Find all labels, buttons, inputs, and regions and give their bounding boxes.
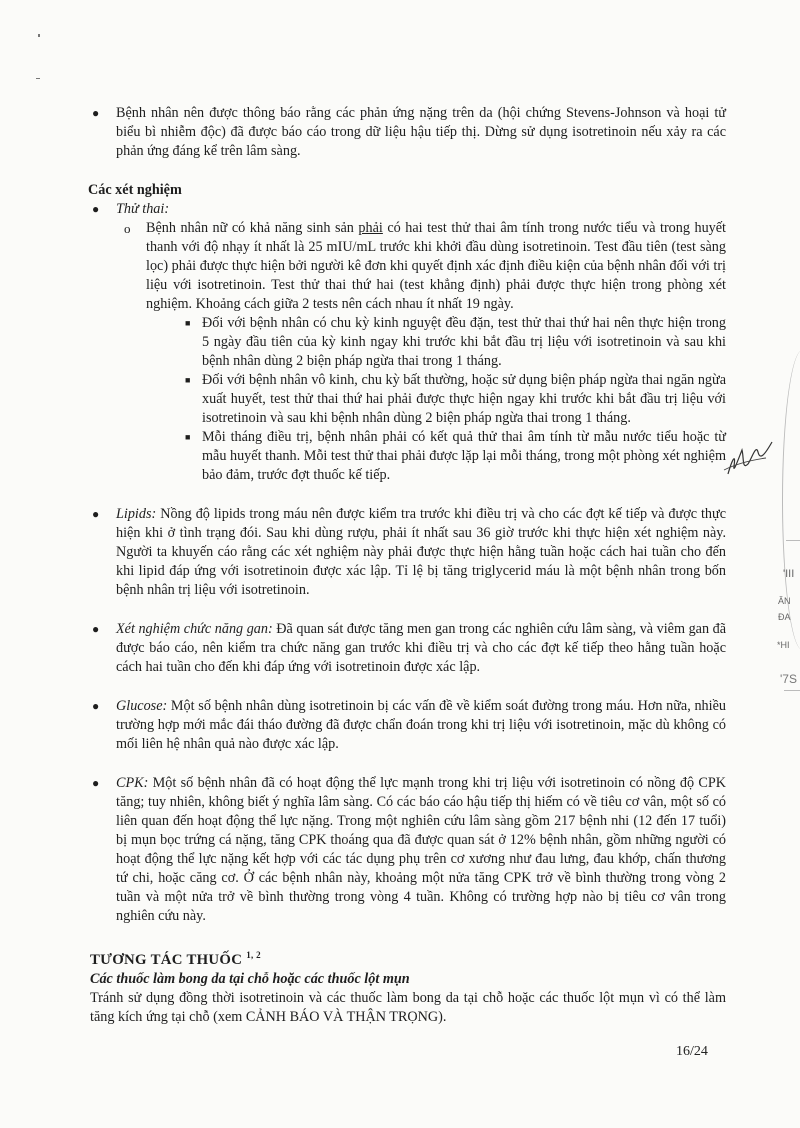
drug-interactions-heading <box>90 946 726 970</box>
pregnancy-sub-item <box>88 371 726 428</box>
pregnancy-sub-item-text: Đối với bệnh nhân vô kinh, chu kỳ bất thường, hoặc sử dụng biện pháp ngừa thai ngăn ngừa xuất huyết, test thử thai thứ hai phải được thực hiện ngay khi trước khi bắt đầu trị liệu với isotretinoin và sau khi bệnh nhân dùng 2 biện pháp ngừa thai trong 1 tháng. <box>202 372 726 426</box>
bullet-dot-icon: ● <box>92 202 100 216</box>
margin-tick-1 <box>786 540 800 541</box>
margin-tick-2 <box>784 690 800 691</box>
square-bullet-icon: ■ <box>185 432 191 442</box>
pregnancy-sub-item-text: Đối với bệnh nhân có chu kỳ kinh nguyệt đều đặn, test thử thai thứ hai nên thực hiện trong 5 ngày đầu tiên của kỳ kinh ngay khi trước khi bắt đầu trị liệu với isotretinoin và sau khi bệnh nhân dùng 2 biện pháp ngừa thai trong 1 tháng. <box>202 315 726 369</box>
pregnancy-sub-item <box>88 428 726 485</box>
liver-function-bullet <box>88 620 726 677</box>
margin-fragment-5: '7S <box>780 672 797 686</box>
bullet-dot-icon: ● <box>92 699 100 713</box>
cpk-text: Một số bệnh nhân đã có hoạt động thể lực mạnh trong khi trị liệu với isotretinoin có nồng độ CPK tăng; tuy nhiên, không biết ý nghĩa lâm sàng. Có các báo cáo hậu tiếp thị hiếm có về tiêu cơ vân, một số có liên quan đến hoạt động thể lực nặng. Trong một nghiên cứu lâm sàng gồm 217 bệnh nhi (12 đến 17 tuổi) bị mụn bọc trứng cá nặng, tăng CPK thoáng qua đã được quan sát ở 12% bệnh nhân, gồm những người có hoạt động thể lực nặng kết hợp với các tác dụng phụ trên cơ xương như đau lưng, đau khớp, chấn thương tứ chi, hoặc căng cơ. Ở các bệnh nhân này, khoảng một nửa tăng CPK trở về bình thường trong vòng 2 tuần và một nửa trở về bình thường trong vòng 4 tuần. Không có trường hợp nào bị tiêu cơ vân trong nghiên cứu này. <box>116 775 726 924</box>
pregnancy-main-underline: phải <box>358 220 383 236</box>
signature-scribble <box>722 430 782 490</box>
drug-interactions-refs: 1, 2 <box>246 950 261 960</box>
scan-speck-top <box>38 34 40 37</box>
document-body <box>88 104 726 1027</box>
square-bullet-icon: ■ <box>185 318 191 328</box>
pregnancy-test-label: Thử thai: <box>116 201 170 217</box>
cpk-bullet <box>88 774 726 926</box>
scan-speck-left <box>36 78 40 79</box>
pregnancy-test-main <box>88 219 726 314</box>
bullet-dot-icon: ● <box>92 507 100 521</box>
bullet-dot-icon: ● <box>92 106 100 120</box>
square-bullet-icon: ■ <box>185 375 191 385</box>
margin-fragment-4: *HI <box>777 640 790 650</box>
sjs-warning-text: Bệnh nhân nên được thông báo rằng các phản ứng nặng trên da (hội chứng Stevens-Johnson và hoại tử biểu bì nhiễm độc) đã được báo cáo trong dữ liệu hậu tiếp thị. Dừng sử dụng isotretinoin nếu xảy ra các phản ứng đáng kể trên lâm sàng. <box>116 105 726 159</box>
glucose-text: Một số bệnh nhân dùng isotretinoin bị các vấn đề về kiểm soát đường trong máu. Hơn nữa, nhiều trường hợp mới mắc đái tháo đường đã được chẩn đoán trong khi trị liệu với isotretinoin, mặc dù không có mối liên hệ nhân quả nào được xác lập. <box>116 698 726 752</box>
pregnancy-main-before: Bệnh nhân nữ có khả năng sinh sản <box>146 220 359 236</box>
glucose-label: Glucose: <box>116 698 168 714</box>
drug-interactions-title: TƯƠNG TÁC THUỐC <box>90 951 243 968</box>
cpk-label: CPK: <box>116 775 149 791</box>
liver-function-text: Đã quan sát được tăng men gan trong các nghiên cứu lâm sàng, và viêm gan đã được báo cáo, nên kiểm tra chức năng gan trước khi điều trị và cho các đợt kế tiếp theo hằng tuần hoặc cách hai tuần cho đến khi đáp ứng với isotretinoin được xác lập. <box>116 621 727 675</box>
pregnancy-sub-item <box>88 314 726 371</box>
pregnancy-main-after: có hai test thử thai âm tính trong nước tiểu và trong huyết thanh với độ nhạy ít nhất là 25 mIU/mL trước khi khởi đầu dùng isotretinoin. Test đầu tiên (test sàng lọc) phải được thực hiện bởi người kê đơn khi quyết định xác định điều kiện của bệnh nhân đối với trị liệu với isotretinoin. Test thử thai thứ hai (test khẳng định) phải được thực hiện trong phòng xét nghiệm. Khoảng cách giữa 2 tests nên cách nhau ít nhất 19 ngày. <box>146 220 726 312</box>
topical-peeling-subheading: Các thuốc làm bong da tại chỗ hoặc các thuốc lột mụn <box>90 970 410 987</box>
sjs-warning-bullet <box>88 104 726 161</box>
margin-fragment-1: 'III <box>783 568 795 580</box>
pregnancy-test-bullet <box>88 200 726 219</box>
bullet-dot-icon: ● <box>92 622 100 636</box>
glucose-bullet <box>88 697 726 754</box>
page-number: 16/24 <box>676 1044 708 1059</box>
lipids-bullet <box>88 505 726 600</box>
topical-peeling-text: Tránh sử dụng đồng thời isotretinoin và các thuốc làm bong da tại chỗ hoặc các thuốc lột mụn vì có thể làm tăng kích ứng tại chỗ (xem CẢNH BÁO VÀ THẬN TRỌNG). <box>90 989 726 1025</box>
liver-function-label: Xét nghiệm chức năng gan: <box>116 621 273 637</box>
margin-fragment-3: ĐA <box>778 612 791 622</box>
margin-fragment-2: ĂN <box>778 596 791 606</box>
lipids-label: Lipids: <box>116 506 157 522</box>
circle-bullet-icon: o <box>124 221 131 236</box>
lipids-text: Nồng độ lipids trong máu nên được kiểm tra trước khi điều trị và cho các đợt kế tiếp và được thực hiện khi ở tình trạng đói. Sau khi dùng rượu, phải ít nhất sau 36 giờ trước khi thực hiện xét nghiệm này. Người ta khuyến cáo rằng các xét nghiệm này phải được thực hiện hằng tuần hoặc cách hai tuần cho đến khi lipid đáp ứng với isotretinoin được xác lập. Tỉ lệ bị tăng triglycerid máu là một bệnh nhân trong bốn bệnh nhân trị liệu với isotretinoin. <box>116 506 726 598</box>
bullet-dot-icon: ● <box>92 776 100 790</box>
tests-heading: Các xét nghiệm <box>88 182 182 198</box>
pregnancy-sub-item-text: Mỗi tháng điều trị, bệnh nhân phải có kết quả thử thai âm tính từ mẫu nước tiểu hoặc từ mẫu huyết thanh. Mỗi test thử thai phải được lặp lại mỗi tháng, trong một phòng xét nghiệm bảo đảm, trước đợt thuốc kế tiếp. <box>202 429 726 483</box>
